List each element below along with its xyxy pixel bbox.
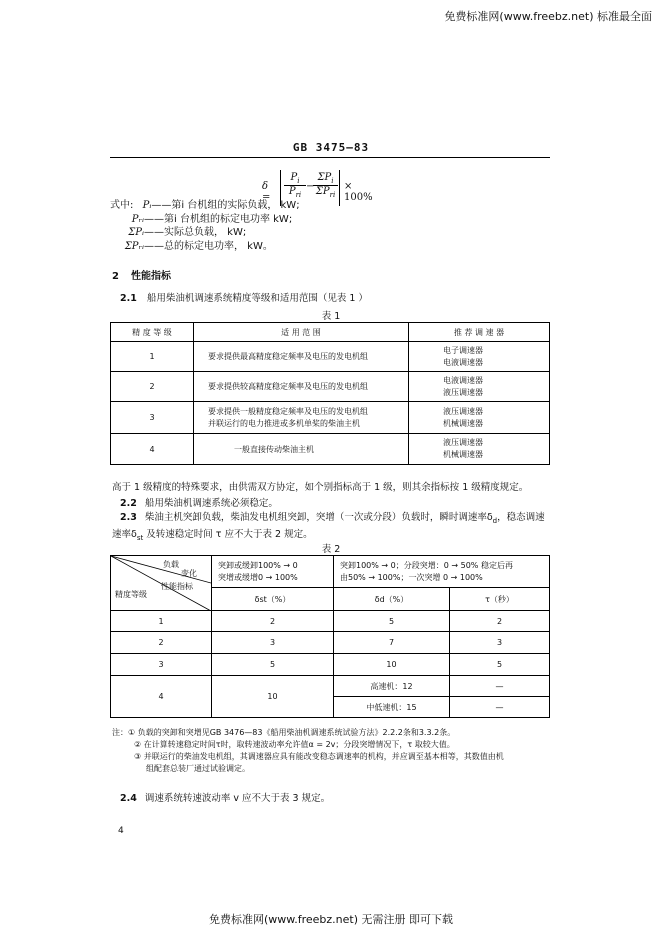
variable-row: ΣPᵣᵢ——总的标定电功率， kW。 xyxy=(124,240,273,252)
t2-subheader-dst: δst（%） xyxy=(212,588,334,611)
table-row: 1 2 5 2 xyxy=(111,611,550,632)
table-row: 3 要求提供一般精度稳定频率及电压的发电机组 并联运行的电力推进或多机单桨的柴油主机 液压调速器 机械调速器 xyxy=(111,402,550,434)
t2-header-step: 突卸100% → 0；分段突增：0 → 50% 稳定后再 由50% → 100%；一次突增 0 → 100% xyxy=(334,556,550,588)
variable-row: 式中: Pᵢ——第i 台机组的实际负载， kW; xyxy=(110,200,300,211)
clause-2-1: 2.1 船用柴油机调速系统精度等级和适用范围（见表 1 ） xyxy=(120,293,368,304)
clause-2-3: 2.3 柴油主机突卸负载，柴油发电机组突卸，突增（一次或分段）负载时，瞬时调速率$\delta_d$，稳态调速 xyxy=(120,512,545,525)
table-1-caption: 表 1 xyxy=(321,311,341,322)
t2-corner-perf: 性能指标 xyxy=(161,582,193,591)
table-row: 4 10 高速机：12 — xyxy=(111,676,550,697)
bottom-banner: 免费标准网(www.freebz.net) 无需注册 即可下载 xyxy=(208,913,454,926)
table-2-notes: 注：① 负载的突卸和突增见GB 3476—83《船用柴油机调速系统试验方法》2.2.2条和3.3.2条。 ② 在计算转速稳定时间τ时，取转速波动率允许值α = 2v；分段突增情况下，τ 取较大值。 ③ 并联运行的柴油发电机组，其调速器应具有能改变稳态调速率的机构，并应调至基本相等，其数值由机 组配套总装厂通过试验调定。 xyxy=(112,728,504,773)
formula-minus: − xyxy=(306,181,315,192)
clause-2-4: 2.4 调速系统转速波动率 v 应不大于表 3 规定。 xyxy=(120,793,331,804)
t1-header-scope: 适 用 范 围 xyxy=(194,323,409,342)
variable-row: Pᵣᵢ——第i 台机组的标定电功率 kW; xyxy=(131,213,293,225)
t2-corner-cell xyxy=(111,556,212,611)
clause-2-3-cont: 速率$\delta_{st}$ 及转速稳定时间 τ 应不大于表 2 规定。 xyxy=(112,529,313,542)
fraction-2: $\Sigma P_i$ $\Sigma P_{ri}$ xyxy=(313,172,338,199)
notes-lead: 注： xyxy=(112,728,128,737)
t2-subheader-dd: δd（%） xyxy=(334,588,450,611)
header-rule xyxy=(110,157,550,158)
t2-corner-grade: 精度等级 xyxy=(115,590,147,599)
table-row: 2 3 7 3 xyxy=(111,632,550,654)
page-number: 4 xyxy=(118,826,124,836)
table-2-caption: 表 2 xyxy=(321,544,341,555)
variables-lead: 式中: xyxy=(110,200,134,211)
section-2-heading: 2 性能指标 xyxy=(112,271,171,282)
fraction-1: $P_i$ $P_{ri}$ xyxy=(284,172,306,199)
t2-corner-load: 负载 xyxy=(163,560,179,569)
t1-header-governor: 推 荐 调 速 器 xyxy=(409,323,550,342)
table-row: 中低速机：15 — xyxy=(111,697,550,718)
top-banner: 免费标准网(www.freebz.net) 标准最全面 xyxy=(444,10,652,23)
variable-row: ΣPᵢ——实际总负载， kW; xyxy=(128,227,247,238)
table-1 xyxy=(110,322,550,465)
table-row: 4 一般直接传动柴油主机 液压调速器 机械调速器 xyxy=(111,434,550,465)
t2-subheader-tau: τ（秒） xyxy=(450,588,550,611)
standard-number: GB 3475—83 xyxy=(292,141,370,154)
table-row: 1 要求提供最高精度稳定频率及电压的发电机组 电子调速器 电液调速器 xyxy=(111,342,550,372)
clause-2-2: 2.2 船用柴油机调速系统必须稳定。 xyxy=(120,498,278,509)
formula-lhs: δ = xyxy=(262,181,271,203)
t1-header-grade: 精 度 等 级 xyxy=(111,323,194,342)
formula-multiplier: × 100% xyxy=(344,181,373,203)
table-row: 2 要求提供较高精度稳定频率及电压的发电机组 电液调速器 液压调速器 xyxy=(111,372,550,402)
t2-corner-change: 变化 xyxy=(181,569,197,578)
table-row: 3 5 10 5 xyxy=(111,654,550,676)
variable-definitions xyxy=(110,199,300,253)
paragraph-after-table-1: 高于 1 级精度的特殊要求，由供需双方协定，如个别指标高于 1 级，则其余指标按 1 级精度规定。 xyxy=(112,482,529,493)
t2-header-unload: 突卸或缓卸100% → 0 突增或缓增0 → 100% xyxy=(212,556,334,588)
table-2 xyxy=(110,555,550,718)
